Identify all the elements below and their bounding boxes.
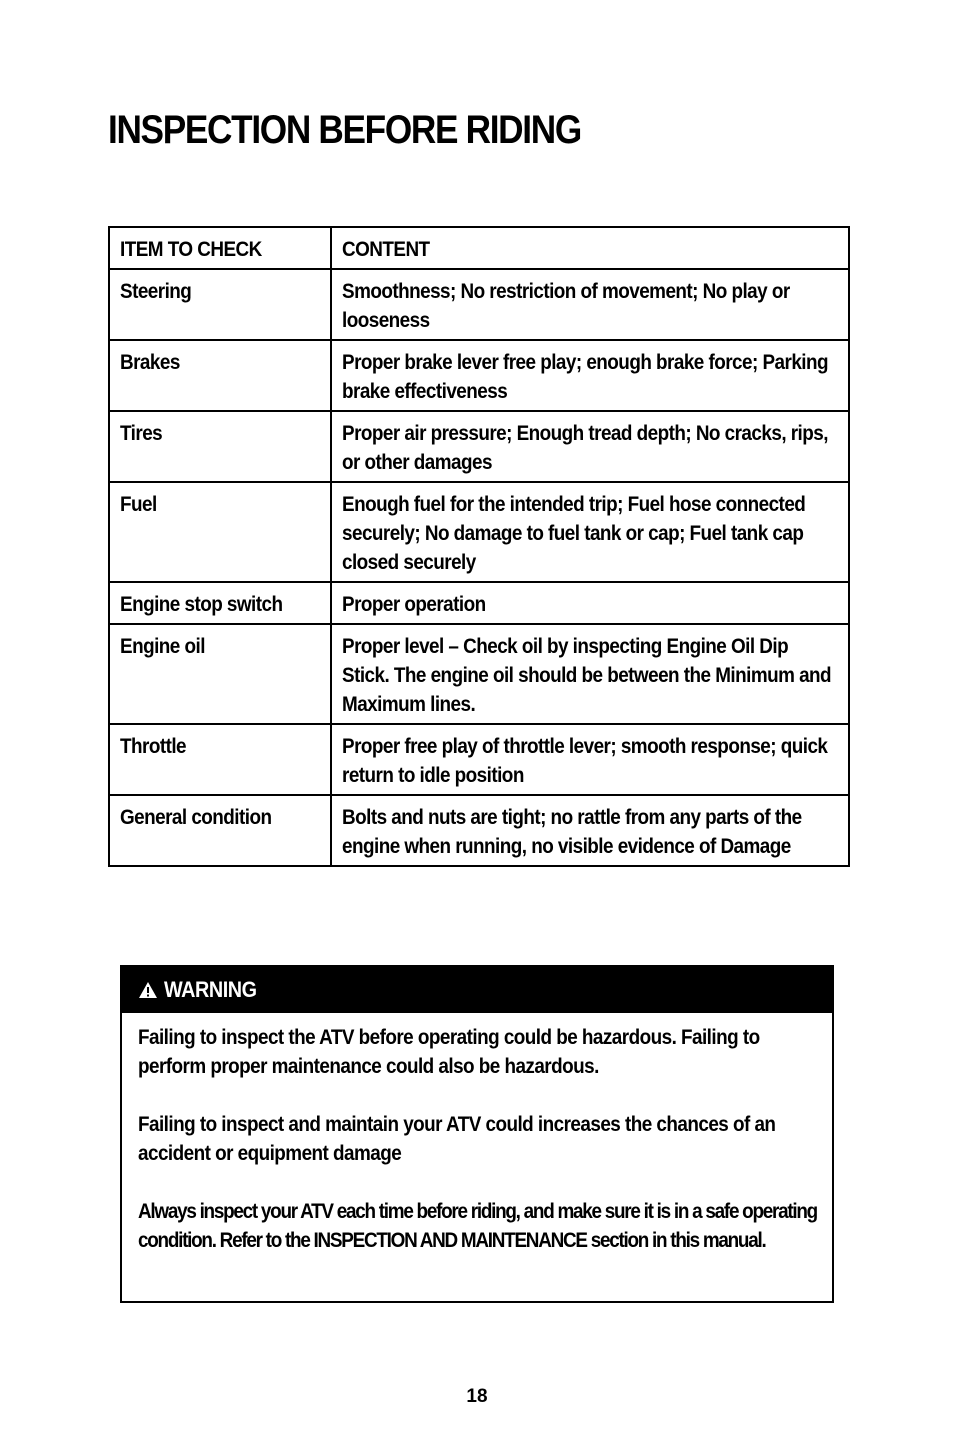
row-item: Tires (109, 411, 331, 482)
table-row (109, 340, 849, 411)
table-row (109, 411, 849, 482)
row-content: Proper free play of throttle lever; smooth response; quick return to idle position (331, 724, 849, 795)
row-content: Proper operation (331, 582, 849, 624)
table-row (109, 269, 849, 340)
row-item: Throttle (109, 724, 331, 795)
row-item: General condition (109, 795, 331, 866)
row-content: Proper brake lever free play; enough brake force; Parking brake effectiveness (331, 340, 849, 411)
row-item: Steering (109, 269, 331, 340)
row-content: Bolts and nuts are tight; no rattle from any parts of the engine when running, no visible evidence of Damage (331, 795, 849, 866)
table-row (109, 482, 849, 582)
warning-heading: WARNING (164, 977, 257, 1002)
table-row (109, 795, 849, 866)
warning-box (120, 965, 834, 1303)
row-item: Fuel (109, 482, 331, 582)
table-row (109, 724, 849, 795)
table-row (109, 624, 849, 724)
table-row (109, 582, 849, 624)
row-item: Engine stop switch (109, 582, 331, 624)
row-item: Brakes (109, 340, 331, 411)
page-title: INSPECTION BEFORE RIDING (108, 108, 581, 152)
warning-paragraph: Failing to inspect the ATV before operating could be hazardous. Failing to perform proper maintenance could also be hazardous. (138, 1026, 760, 1078)
warning-body (122, 1013, 832, 1255)
row-content: Smoothness; No restriction of movement; No play or looseness (331, 269, 849, 340)
table-header-row (109, 227, 849, 269)
inspection-table (108, 226, 850, 867)
row-content: Enough fuel for the intended trip; Fuel hose connected securely; No damage to fuel tank or cap; Fuel tank cap closed securely (331, 482, 849, 582)
warning-triangle-icon (138, 981, 158, 999)
header-item-to-check: ITEM TO CHECK (109, 227, 331, 269)
warning-paragraph: Failing to inspect and maintain your ATV could increases the chances of an accident or equipment damage (138, 1113, 776, 1165)
header-content: CONTENT (331, 227, 849, 269)
page-number: 18 (466, 1386, 488, 1407)
row-content: Proper level – Check oil by inspecting Engine Oil Dip Stick. The engine oil should be between the Minimum and Maximum lines. (331, 624, 849, 724)
row-content: Proper air pressure; Enough tread depth; No cracks, rips, or other damages (331, 411, 849, 482)
warning-paragraph: Always inspect your ATV each time before riding, and make sure it is in a safe operating condition. Refer to the INSPECTION AND MAINTENANCE section in this manual. (138, 1200, 817, 1252)
row-item: Engine oil (109, 624, 331, 724)
warning-header (122, 967, 832, 1013)
